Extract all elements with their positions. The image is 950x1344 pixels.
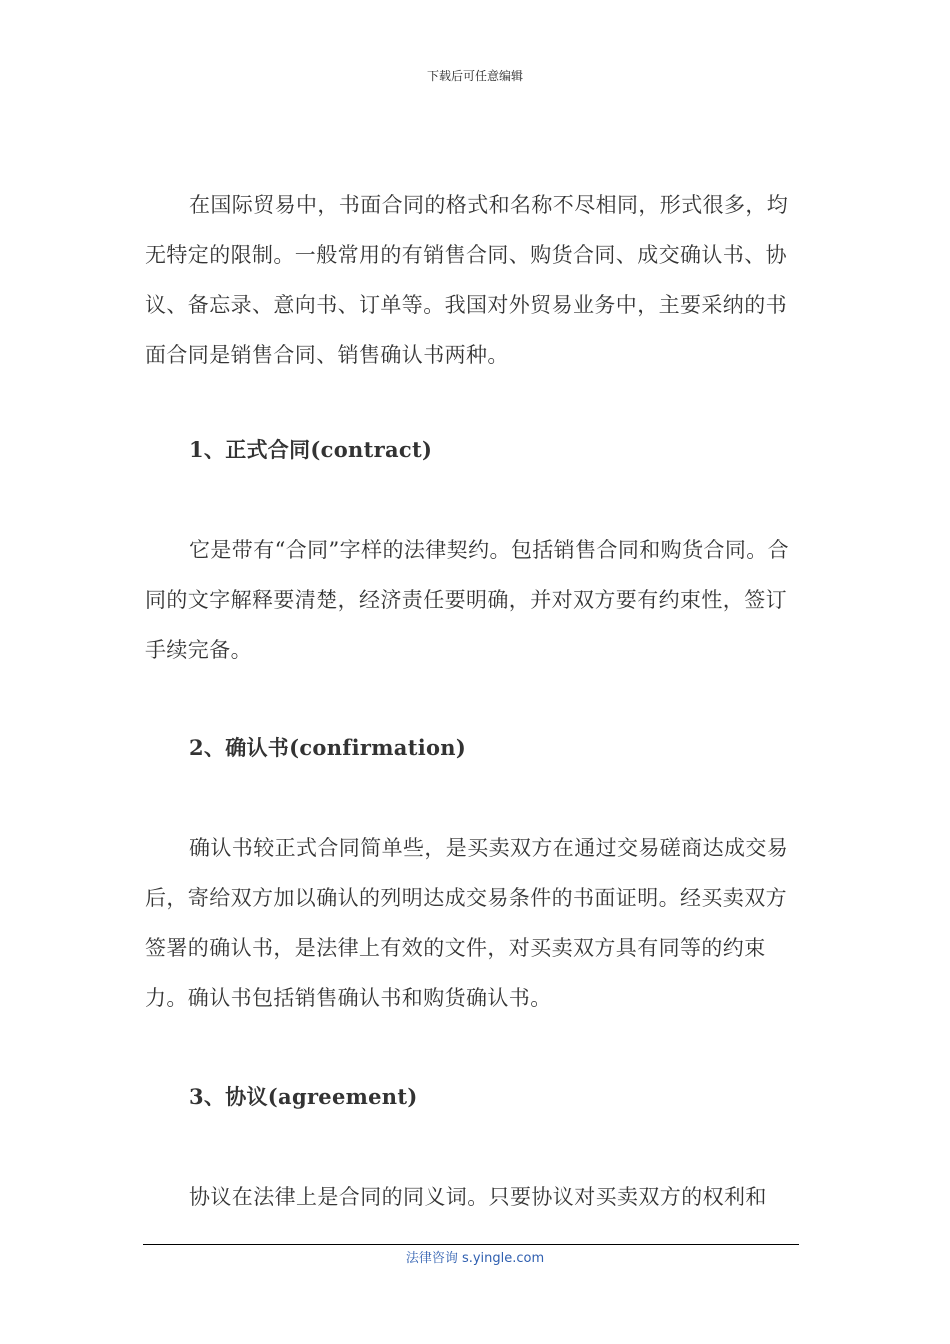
footer-divider <box>143 1244 799 1245</box>
section-1-heading: 1、正式合同(contract) <box>189 437 433 462</box>
section-1-paragraph: 它是带有“合同”字样的法律契约。包括销售合同和购货合同。合同的文字解释要清楚，经济责任要明确，并对双方要有约束性，签订手续完备。 <box>145 538 790 662</box>
section-2-paragraph: 确认书较正式合同简单些，是买卖双方在通过交易磋商达成交易后，寄给双方加以确认的列明达成交易条件的书面证明。经买卖双方签署的确认书，是法律上有效的文件，对买卖双方具有同等的约束力。确认书包括销售确认书和购货确认书。 <box>145 836 789 1010</box>
section-3-paragraph: 协议在法律上是合同的同义词。只要协议对买卖双方的权利和 <box>189 1185 767 1209</box>
section-2-heading: 2、确认书(confirmation) <box>189 735 467 760</box>
section-3-heading: 3、协议(agreement) <box>189 1084 418 1109</box>
page-header: 下载后可任意编辑 <box>426 69 523 83</box>
footer-link[interactable]: 法律咨询 s.yingle.com <box>405 1251 545 1266</box>
intro-paragraph: 在国际贸易中，书面合同的格式和名称不尽相同，形式很多，均无特定的限制。一般常用的有销售合同、购货合同、成交确认书、协议、备忘录、意向书、订单等。我国对外贸易业务中，主要采纳的书面合同是销售合同、销售确认书两种。 <box>145 193 789 367</box>
